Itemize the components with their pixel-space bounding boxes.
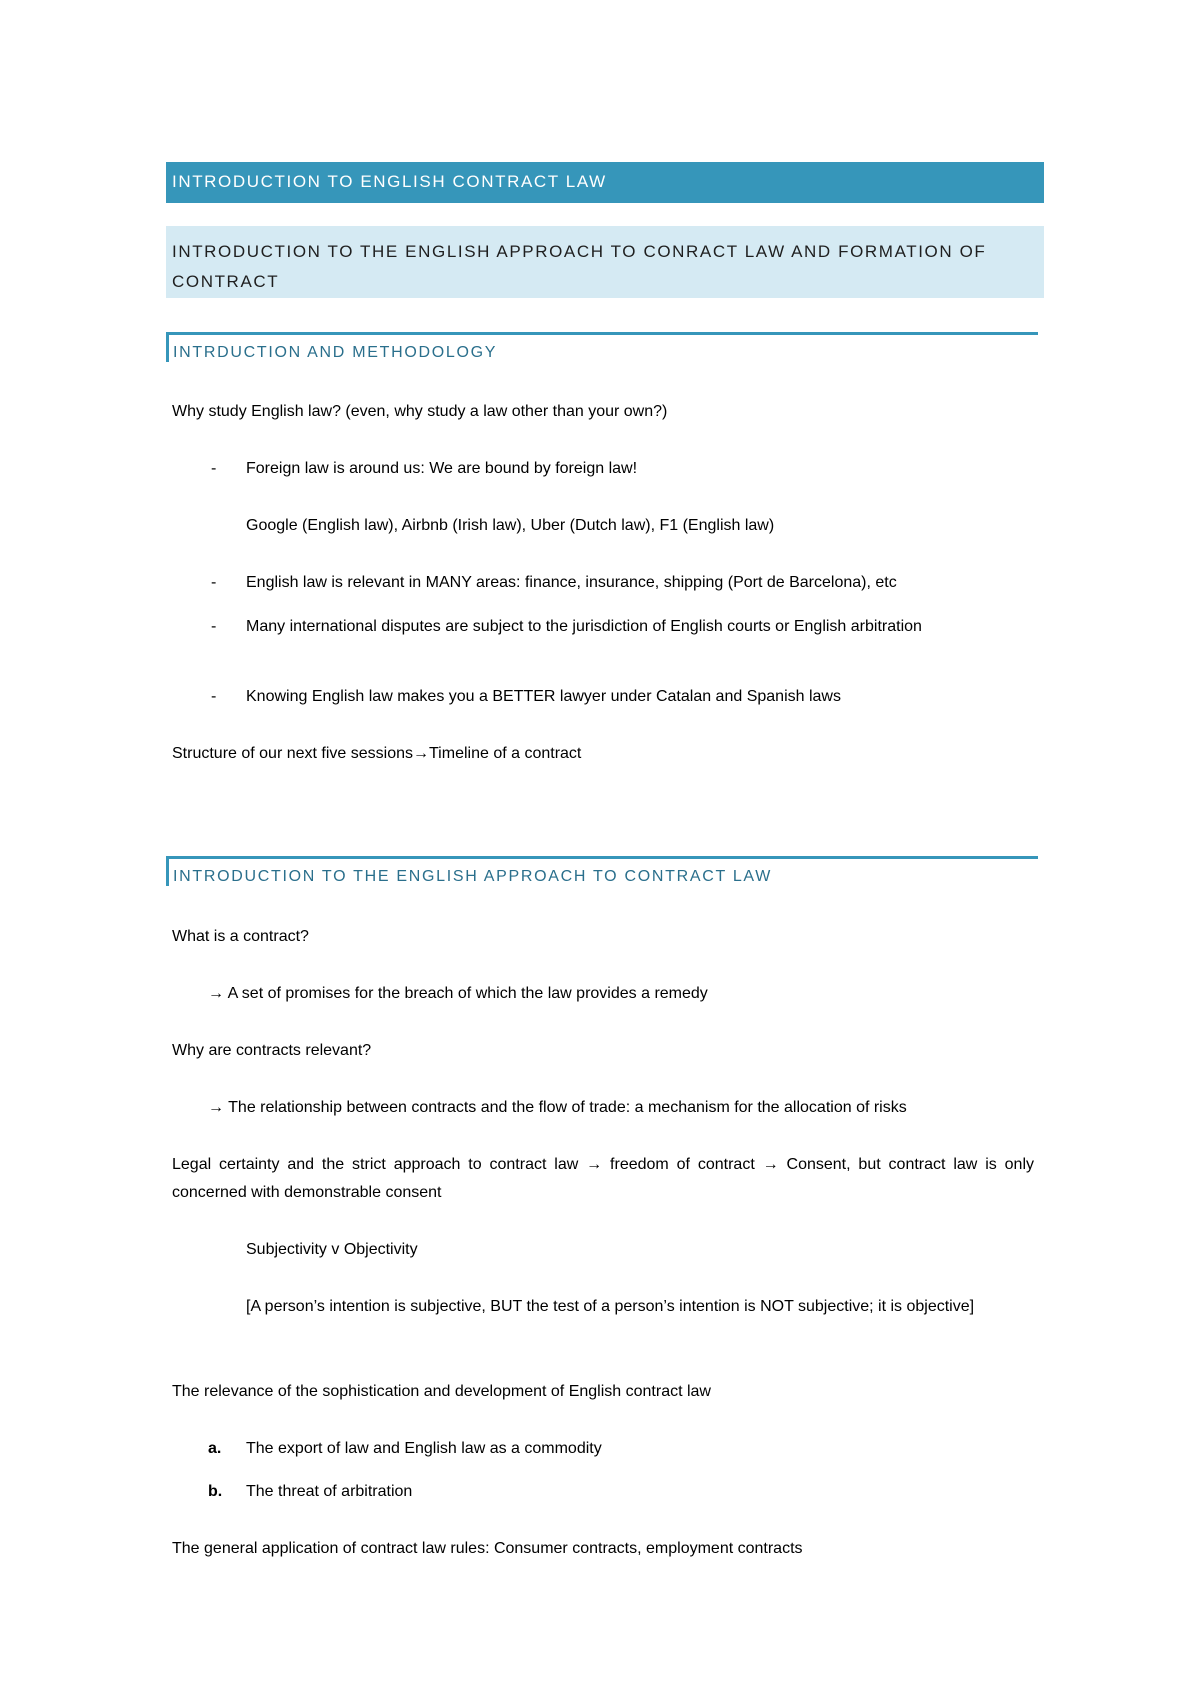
bullet-foreign-law: Foreign law is around us: We are bound by foreign law! xyxy=(246,460,638,477)
list-item-arbitration: The threat of arbitration xyxy=(246,1483,413,1500)
sophistication-line: The relevance of the sophistication and development of English contract law xyxy=(172,1383,711,1400)
list-label-b: b. xyxy=(208,1483,223,1500)
what-is-contract-question: What is a contract? xyxy=(172,928,309,945)
bullet-international-disputes: Many international disputes are subject to the jurisdiction of English courts or English arbitration xyxy=(246,618,922,635)
examples-line: Google (English law), Airbnb (Irish law), Uber (Dutch law), F1 (English law) xyxy=(246,517,775,534)
bullet-many-areas: English law is relevant in MANY areas: finance, insurance, shipping (Port de Barcelona), etc xyxy=(246,574,897,591)
bullet-dash: - xyxy=(211,460,217,477)
subjectivity-line: Subjectivity v Objectivity xyxy=(246,1241,418,1258)
section-heading-english-approach: INTRODUCTION TO THE ENGLISH APPROACH TO CONTRACT LAW xyxy=(166,856,1038,886)
document-subtitle: INTRODUCTION TO THE ENGLISH APPROACH TO CONRACT LAW AND FORMATION OF CONTRACT xyxy=(166,226,1044,298)
legal-certainty-paragraph: Legal certainty and the strict approach to contract law → freedom of contract → Consent, but contract law is only concerned with demonstrable consent xyxy=(172,1156,1034,1201)
why-relevant-question: Why are contracts relevant? xyxy=(172,1042,372,1059)
bullet-dash: - xyxy=(211,618,217,635)
bullet-dash: - xyxy=(211,574,217,591)
general-application-line: The general application of contract law rules: Consumer contracts, employment contracts xyxy=(172,1540,803,1557)
document-title: INTRODUCTION TO ENGLISH CONTRACT LAW xyxy=(166,162,1044,203)
structure-line: Structure of our next five sessions→Timeline of a contract xyxy=(172,745,582,762)
section-heading-methodology: INTRDUCTION AND METHODOLOGY xyxy=(166,332,1038,362)
list-item-export: The export of law and English law as a commodity xyxy=(246,1440,602,1457)
why-study-question: Why study English law? (even, why study a law other than your own?) xyxy=(172,403,668,420)
list-label-a: a. xyxy=(208,1440,222,1457)
bullet-dash: - xyxy=(211,688,217,705)
relevance-answer: → The relationship between contracts and the flow of trade: a mechanism for the allocation of risks xyxy=(208,1099,907,1116)
intention-paragraph: [A person’s intention is subjective, BUT the test of a person’s intention is NOT subjective; it is objective] xyxy=(246,1298,975,1315)
contract-definition: → A set of promises for the breach of which the law provides a remedy xyxy=(208,985,708,1002)
bullet-better-lawyer: Knowing English law makes you a BETTER lawyer under Catalan and Spanish laws xyxy=(246,688,841,705)
